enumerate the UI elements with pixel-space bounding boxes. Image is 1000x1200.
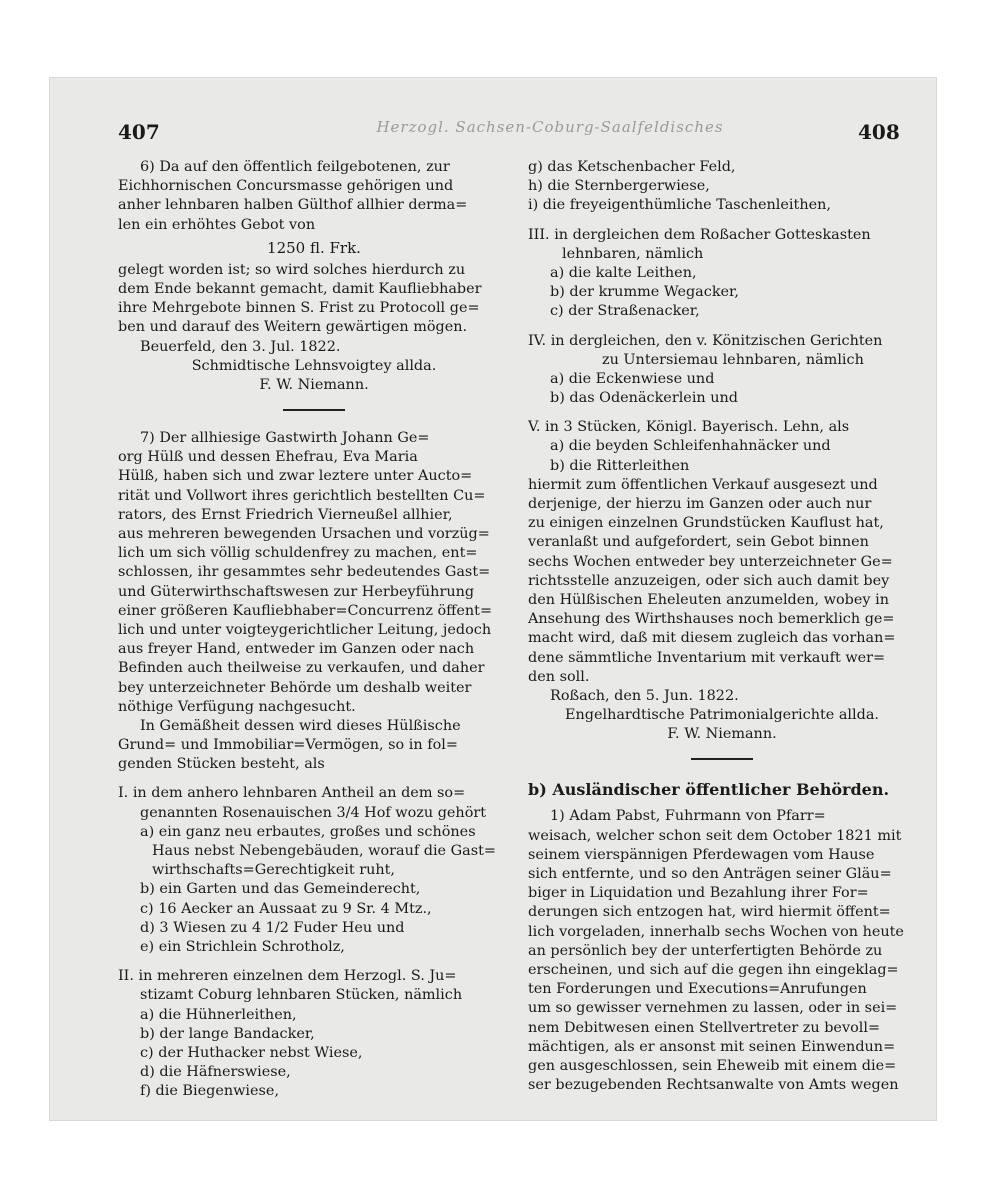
text-line: zu einigen einzelnen Grundstücken Kauflust hat, bbox=[528, 515, 884, 532]
list-item: f) die Biegenwiese, bbox=[140, 1083, 280, 1100]
list-item: b) die Ritterleithen bbox=[550, 457, 690, 474]
section-divider bbox=[283, 409, 345, 411]
text-line: 7) Der allhiesige Gastwirth Johann Ge= bbox=[140, 430, 430, 447]
list-item: h) die Sternbergerwiese, bbox=[528, 178, 710, 195]
list-item: b) der krumme Wegacker, bbox=[550, 284, 739, 301]
list-item: g) das Ketschenbacher Feld, bbox=[528, 159, 736, 175]
text-line: org Hülß und dessen Ehefrau, Eva Maria bbox=[118, 449, 418, 466]
list-item: a) ein ganz neu erbautes, großes und schönes bbox=[140, 823, 476, 840]
text-line: Befinden auch theilweise zu verkaufen, und daher bbox=[118, 660, 485, 677]
text-line: mächtigen, als er ansonst mit seinen Einwendun= bbox=[528, 1038, 896, 1055]
text-line: einer größeren Kaufliebhaber=Concurrenz öffent= bbox=[118, 602, 493, 619]
bid-amount: 1250 fl. Frk. bbox=[267, 238, 361, 257]
text-line: ihre Mehrgebote binnen S. Frist zu Protocoll ge= bbox=[118, 300, 480, 317]
list-item: d) 3 Wiesen zu 4 1/2 Fuder Heu und bbox=[140, 919, 405, 936]
list-item: a) die kalte Leithen, bbox=[550, 264, 697, 281]
text-line: derungen sich entzogen hat, wird hiermit öffent= bbox=[528, 904, 891, 921]
section-heading: stizamt Coburg lehnbaren Stücken, nämlich bbox=[140, 987, 463, 1004]
left-column bbox=[118, 158, 510, 1101]
text-line: erscheinen, und sich auf die gegen ihn eingeklag= bbox=[528, 961, 899, 978]
text-line: ten Forderungen und Executions=Anrufungen bbox=[528, 981, 867, 998]
list-item: d) die Häfnerswiese, bbox=[140, 1064, 291, 1081]
text-line: ben und darauf des Weitern gewärtigen mögen. bbox=[118, 319, 468, 336]
running-head: Herzogl. Sachsen-Coburg-Saalfeldisches bbox=[376, 118, 724, 136]
list-item: b) das Odenäckerlein und bbox=[550, 390, 739, 407]
text-line: In Gemäßheit dessen wird dieses Hülßische bbox=[140, 717, 461, 734]
list-item: a) die Eckenwiese und bbox=[550, 370, 715, 387]
text-line: lich und unter voigteygerichtlicher Leitung, jedoch bbox=[118, 621, 492, 638]
spacer bbox=[528, 216, 916, 226]
text-line: aus freyer Hand, entweder im Ganzen oder nach bbox=[118, 641, 475, 658]
text-line: len ein erhöhtes Gebot von bbox=[118, 216, 316, 233]
spacer bbox=[528, 322, 916, 332]
text-line: seinem vierspännigen Pferdewagen vom Hause bbox=[528, 846, 875, 863]
text-line: Eichhornischen Concursmasse gehörigen und bbox=[118, 178, 454, 195]
right-column bbox=[528, 158, 916, 1095]
list-item: a) die beyden Schleifenhahnäcker und bbox=[550, 438, 831, 455]
text-line: nöthige Verfügung nachgesucht. bbox=[118, 698, 356, 715]
spacer bbox=[528, 408, 916, 418]
list-item: Haus nebst Nebengebäuden, worauf die Gast= bbox=[152, 843, 496, 859]
section-b-heading: b) Ausländischer öffentlicher Behörden. bbox=[528, 780, 890, 800]
list-item: i) die freyeigenthümliche Taschenleithen, bbox=[528, 197, 831, 214]
text-line: dene sämmtliche Inventarium mit verkauft wer= bbox=[528, 649, 886, 666]
issuing-authority: Schmidtische Lehnsvoigtey allda. bbox=[191, 357, 437, 374]
left-page-number: 407 bbox=[118, 120, 160, 144]
text-line: gen ausgeschlossen, sein Eheweib mit einem die= bbox=[528, 1057, 897, 1074]
list-item: e) ein Strichlein Schrotholz, bbox=[140, 938, 345, 955]
text-line: derjenige, der hierzu im Ganzen oder auch nur bbox=[528, 496, 872, 512]
text-line: bey unterzeichneter Behörde um deshalb weiter bbox=[118, 679, 472, 696]
signature: F. W. Niemann. bbox=[667, 726, 777, 743]
text-line: anher lehnbaren halben Gülthof allhier derma= bbox=[118, 197, 468, 214]
text-line: gelegt worden ist; so wird solches hierdurch zu bbox=[118, 261, 466, 278]
text-line: lich um sich völlig schuldenfrey zu machen, ent= bbox=[118, 545, 478, 562]
text-line: den soll. bbox=[528, 668, 590, 685]
text-line: um so gewisser vernehmen zu lassen, oder in sei= bbox=[528, 1000, 898, 1017]
list-item: c) 16 Aecker an Aussaat zu 9 Sr. 4 Mtz., bbox=[140, 900, 432, 917]
text-line: Ansehung des Wirthshauses noch bemerklich ge= bbox=[528, 611, 895, 628]
section-divider bbox=[691, 758, 753, 760]
text-line: hiermit zum öffentlichen Verkauf ausgesezt und bbox=[528, 476, 878, 493]
text-line: nem Debitwesen einen Stellvertreter zu bevoll= bbox=[528, 1019, 881, 1036]
text-line: Hülß, haben sich und zwar leztere unter Aucto= bbox=[118, 468, 473, 485]
text-line: an persönlich bey der unterfertigten Behörde zu bbox=[528, 942, 883, 959]
right-page-number: 408 bbox=[858, 120, 900, 144]
text-line: richtsstelle anzuzeigen, oder sich auch damit bey bbox=[528, 572, 890, 589]
spacer bbox=[118, 774, 510, 784]
list-item: b) ein Garten und das Gemeinderecht, bbox=[140, 881, 421, 898]
text-line: veranlaßt und aufgefordert, sein Gebot binnen bbox=[528, 534, 869, 551]
text-line: rators, des Ernst Friedrich Vierneußel allhier, bbox=[118, 506, 453, 523]
text-line: dem Ende bekannt gemacht, damit Kaufliebhaber bbox=[118, 280, 482, 297]
signature: F. W. Niemann. bbox=[259, 376, 369, 393]
list-item: c) der Huthacker nebst Wiese, bbox=[140, 1044, 363, 1061]
section-heading: zu Untersiemau lehnbaren, nämlich bbox=[602, 351, 864, 368]
list-item: a) die Hühnerleithen, bbox=[140, 1006, 297, 1023]
text-line: 6) Da auf den öffentlich feilgebotenen, zur bbox=[140, 159, 450, 175]
list-item: wirthschafts=Gerechtigkeit ruht, bbox=[152, 862, 395, 879]
text-line: rität und Vollwort ihres gerichtlich bestellten Cu= bbox=[118, 487, 486, 504]
notice-date: Roßach, den 5. Jun. 1822. bbox=[550, 687, 739, 704]
spacer bbox=[118, 957, 510, 967]
text-line: weisach, welcher schon seit dem October 1821 mit bbox=[528, 827, 902, 844]
section-heading: II. in mehreren einzelnen dem Herzogl. S. Ju= bbox=[118, 968, 457, 985]
list-item: b) der lange Bandacker, bbox=[140, 1025, 315, 1042]
section-heading: I. in dem anhero lehnbaren Antheil an dem so= bbox=[118, 785, 466, 802]
text-line: sich entfernte, und so den Anträgen seiner Gläu= bbox=[528, 866, 892, 882]
text-line: Grund= und Immobiliar=Vermögen, so in fol= bbox=[118, 737, 458, 754]
issuing-authority: Engelhardtische Patrimonialgerichte allda. bbox=[564, 707, 880, 724]
text-line: macht wird, daß mit diesem zugleich das vorhan= bbox=[528, 630, 896, 647]
text-line: und Güterwirthschaftswesen zur Herbeyführung bbox=[118, 583, 475, 600]
text-line: sechs Wochen entweder bey unterzeichneter Ge= bbox=[528, 553, 893, 570]
section-heading: genannten Rosenauischen 3/4 Hof wozu gehört bbox=[140, 804, 487, 821]
text-line: den Hülßischen Eheleuten anzumelden, wobey in bbox=[528, 591, 889, 608]
section-heading: IV. in dergleichen, den v. Könitzischen Gerichten bbox=[528, 332, 883, 349]
text-line: lich vorgeladen, innerhalb sechs Wochen von heute bbox=[528, 923, 904, 940]
text-line: genden Stücken besteht, als bbox=[118, 756, 325, 773]
text-line: schlossen, ihr gesammtes sehr bedeutendes Gast= bbox=[118, 564, 491, 581]
notice-date: Beuerfeld, den 3. Jul. 1822. bbox=[140, 338, 341, 355]
text-line: aus mehreren bewegenden Ursachen und vorzüg= bbox=[118, 526, 490, 542]
text-line: ser bezugebenden Rechtsanwalte von Amts wegen bbox=[528, 1077, 899, 1094]
section-heading: III. in dergleichen dem Roßacher Gotteskasten bbox=[528, 226, 871, 243]
list-item: c) der Straßenacker, bbox=[550, 303, 700, 320]
section-heading: lehnbaren, nämlich bbox=[562, 245, 704, 262]
text-line: biger in Liquidation und Bezahlung ihrer For= bbox=[528, 885, 869, 902]
section-heading: V. in 3 Stücken, Königl. Bayerisch. Lehn, als bbox=[528, 419, 850, 436]
text-line: 1) Adam Pabst, Fuhrmann von Pfarr= bbox=[550, 808, 826, 825]
